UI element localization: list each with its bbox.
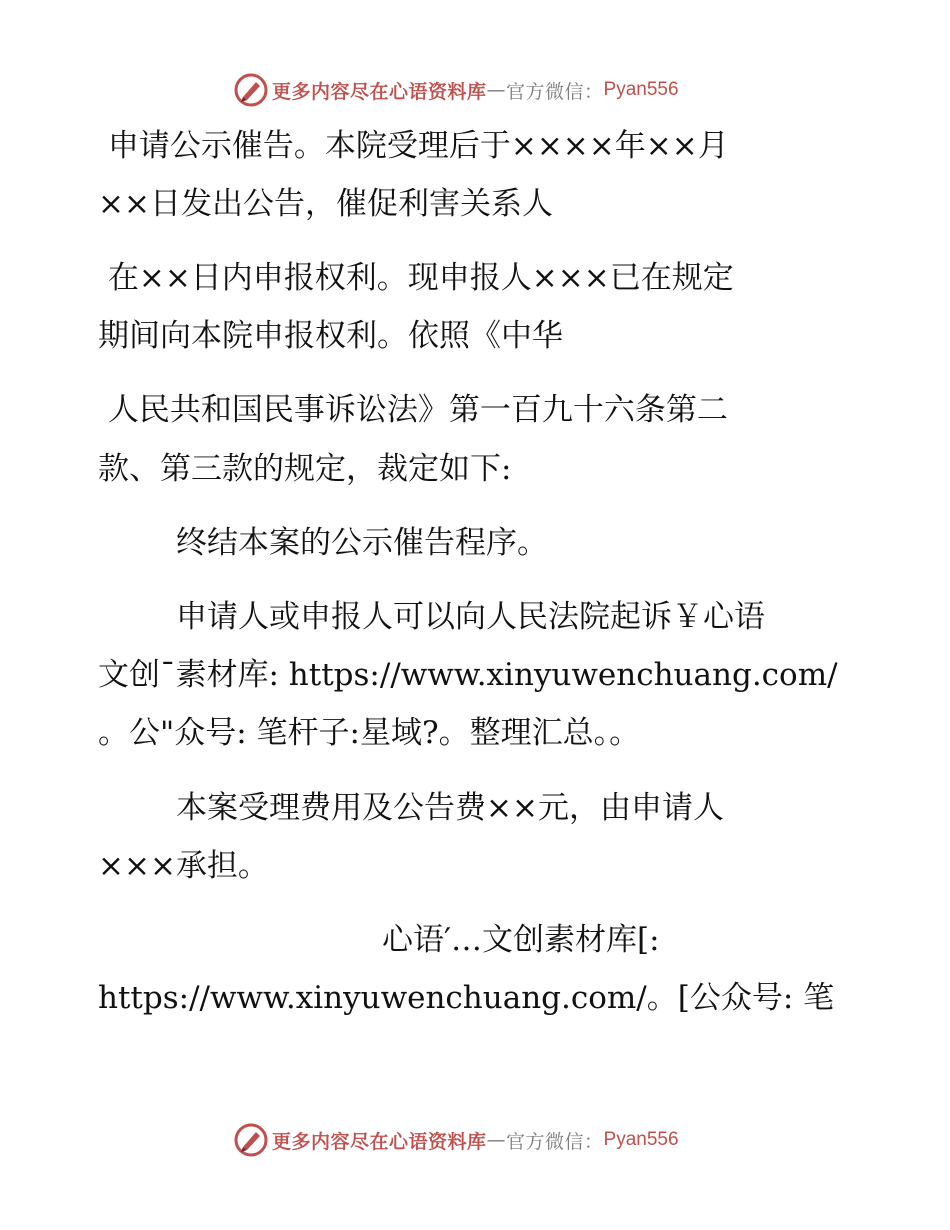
text-line: 文创¯素材库: https://www.xinyuwenchuang.com/ [98, 657, 838, 693]
pen-logo-icon [234, 1123, 268, 1157]
text-line: https://www.xinyuwenchuang.com/。[公众号: 笔 [98, 980, 835, 1016]
text-line: 申请人或申报人可以向人民法院起诉￥心语 [176, 599, 765, 635]
text-line: 在××日内申报权利。现申报人×××已在规定 [98, 260, 734, 296]
watermark-main-text: 更多内容尽在心语资料库 [272, 1130, 487, 1153]
watermark-main-text: 更多内容尽在心语资料库 [272, 80, 487, 103]
watermark-dash: — [486, 1129, 507, 1151]
watermark-sub-text: 官方微信： [506, 80, 604, 103]
text-line: 款、第三款的规定，裁定如下: [98, 451, 512, 487]
watermark-dash: — [486, 79, 507, 101]
text-line: 期间向本院申报权利。依照《中华 [98, 318, 563, 354]
text-line: 心语′…文创素材库[: [382, 922, 660, 958]
text-line: 本案受理费用及公告费××元，由申请人 [176, 790, 724, 826]
text-line: ×××承担。 [98, 848, 269, 884]
watermark-id: Pyan556 [603, 79, 679, 100]
text-line: 人民共和国民事诉讼法》第一百九十六条第二 [98, 392, 728, 428]
text-line: ××日发出公告，催促利害关系人 [98, 186, 553, 222]
pen-logo-icon [234, 73, 268, 107]
watermark-id: Pyan556 [603, 1129, 679, 1150]
text-line: 申请公示催告。本院受理后于××××年××月 [98, 128, 729, 164]
text-line: 。公"众号: 笔杆子:星域?。整理汇总。。 [98, 715, 641, 751]
footer-watermark [234, 1122, 679, 1158]
text-line: 终结本案的公示催告程序。 [176, 525, 548, 561]
header-watermark [234, 72, 679, 108]
watermark-sub-text: 官方微信： [506, 1130, 604, 1153]
